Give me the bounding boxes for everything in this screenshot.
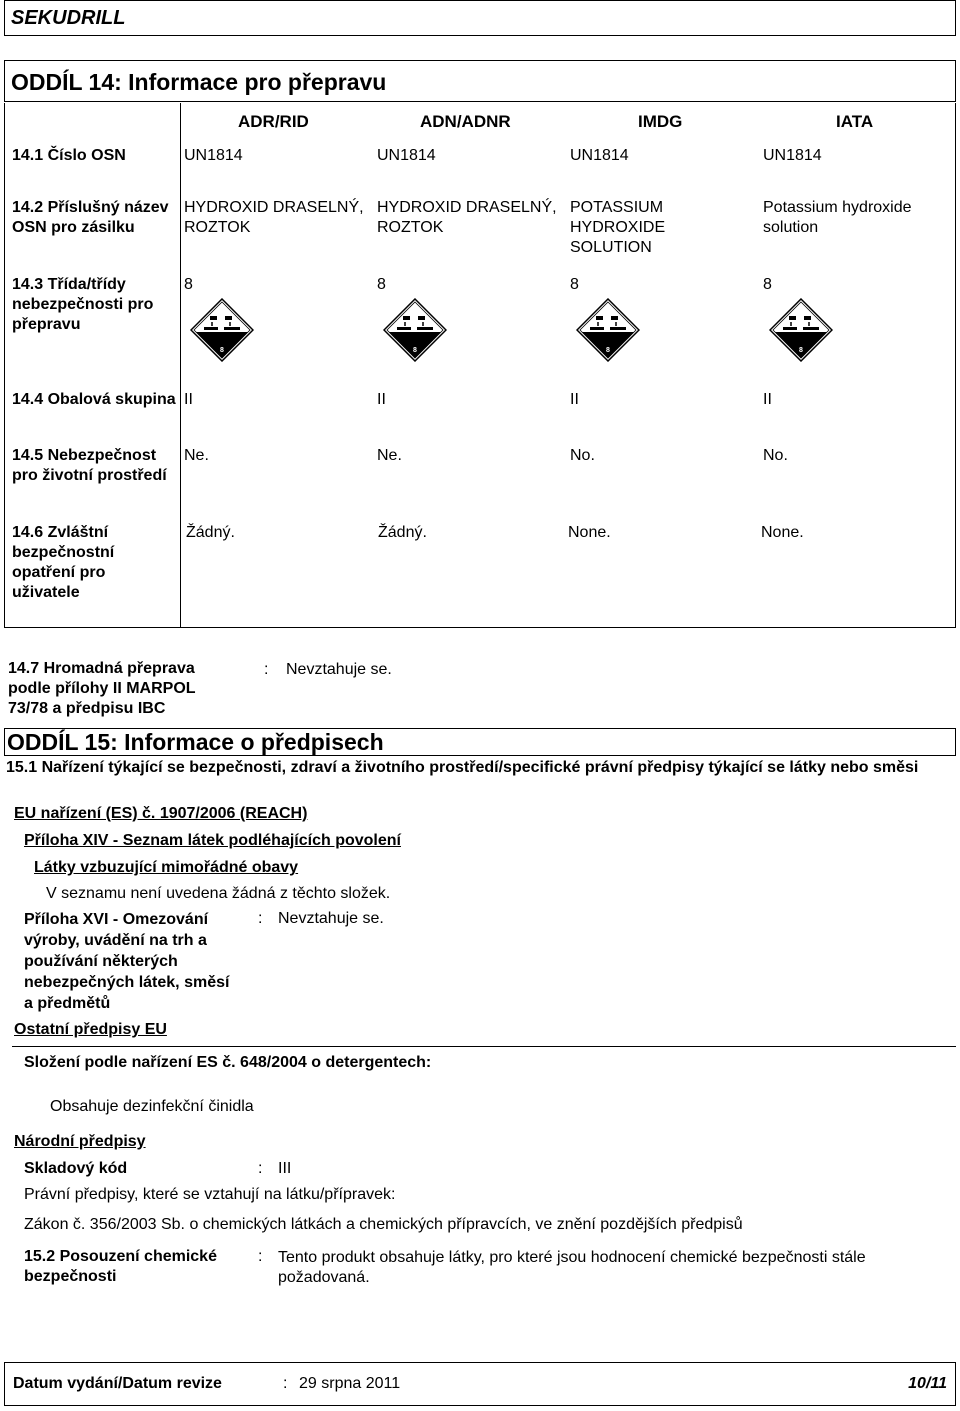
corrosive-hazard-icon (190, 298, 254, 362)
csa-colon: : (258, 1248, 263, 1265)
detergent-value: Obsahuje dezinfekční činidla (50, 1098, 254, 1115)
footer-label: Datum vydání/Datum revize (13, 1375, 222, 1392)
legal-intro: Právní předpisy, které se vztahují na látku/přípravek: (24, 1186, 396, 1203)
footer-page-number: 10/11 (908, 1375, 947, 1392)
detergent-label: Složení podle nařízení ES č. 648/2004 o detergentech: (24, 1054, 432, 1071)
hazard-class-adr: 8 (184, 276, 193, 293)
shipping-name-iata: Potassium hydroxide solution (763, 199, 912, 236)
shipping-name-adr: HYDROXID DRASELNÝ, ROZTOK (184, 199, 364, 236)
column-header-iata: IATA (836, 112, 874, 131)
packing-group-adn: II (377, 391, 386, 408)
packing-group-adr: II (184, 391, 193, 408)
table-divider-horizontal (4, 627, 956, 628)
section-15-title (4, 728, 956, 756)
product-name: SEKUDRILL (11, 7, 126, 29)
special-precautions-iata: None. (761, 524, 804, 541)
row-label-packing-group: 14.4 Obalová skupina (12, 391, 176, 408)
annex-xiv-heading: Příloha XIV - Seznam látek podléhajících povolení (24, 832, 401, 849)
annex-xvii-label: Příloha XVI - Omezování výroby, uvádění na trh a používání některých nebezpečných látek, směsí a předmětů (24, 911, 230, 1012)
national-heading: Národní předpisy (14, 1133, 146, 1150)
eu-reach-heading: EU nařízení (ES) č. 1907/2006 (REACH) (14, 805, 308, 822)
column-header-imdg: IMDG (638, 112, 683, 131)
un-number-adn: UN1814 (377, 147, 436, 164)
packing-group-iata: II (763, 391, 772, 408)
row-label-hazard-class: 14.3 Třída/třídy nebezpečnosti pro přepravu (12, 276, 154, 333)
annex-xvii-colon: : (258, 910, 263, 927)
env-hazard-iata: No. (763, 447, 788, 464)
placard-number: 8 (220, 347, 224, 354)
section-15-title-text: ODDÍL 15: Informace o předpisech (7, 729, 384, 755)
table-border-left (4, 103, 5, 628)
special-precautions-imdg: None. (568, 524, 611, 541)
corrosive-hazard-icon (769, 298, 833, 362)
hazard-class-iata: 8 (763, 276, 772, 293)
corrosive-hazard-icon (383, 298, 447, 362)
storage-code-colon: : (258, 1160, 263, 1177)
special-precautions-adn: Žádný. (378, 524, 427, 541)
packing-group-imdg: II (570, 391, 579, 408)
placard-number: 8 (606, 347, 610, 354)
column-header-adn: ADN/ADNR (420, 112, 511, 131)
shipping-name-adn: HYDROXID DRASELNÝ, ROZTOK (377, 199, 557, 236)
csa-value: Tento produkt obsahuje látky, pro které jsou hodnocení chemické bezpečnosti stále požadovaná. (278, 1249, 866, 1286)
svhc-text: V seznamu není uvedena žádná z těchto složek. (46, 885, 391, 902)
annex-xvii-value: Nevztahuje se. (278, 910, 384, 927)
column-header-adr: ADR/RID (238, 112, 309, 131)
regulations-15-1-heading: 15.1 Nařízení týkající se bezpečnosti, zdraví a životního prostředí/specifické právní předpisy týkající se látky nebo směsi (6, 759, 919, 776)
shipping-name-imdg: POTASSIUM HYDROXIDE SOLUTION (570, 199, 666, 256)
csa-label: 15.2 Posouzení chemické bezpečnosti (24, 1248, 217, 1285)
storage-code-value: III (278, 1160, 292, 1177)
svhc-heading: Látky vzbuzující mimořádné obavy (34, 859, 299, 876)
law-reference: Zákon č. 356/2003 Sb. o chemických látkách a chemických přípravcích, ve znění pozdějších předpisů (24, 1216, 743, 1233)
env-hazard-adn: Ne. (377, 447, 402, 464)
product-header (4, 0, 956, 36)
hazard-class-imdg: 8 (570, 276, 579, 293)
row-label-special-precautions: 14.6 Zvláštní bezpečnostní opatření pro uživatele (12, 524, 115, 601)
storage-code-label: Skladový kód (24, 1160, 128, 1177)
bulk-transport-value: Nevztahuje se. (286, 661, 392, 678)
detergent-divider (12, 1046, 956, 1047)
footer-colon: : (283, 1375, 288, 1392)
bulk-transport-label: 14.7 Hromadná přeprava podle přílohy II MARPOL 73/78 a předpisu IBC (8, 660, 196, 717)
footer-date: 29 srpna 2011 (299, 1375, 401, 1392)
special-precautions-adr: Žádný. (186, 524, 235, 541)
table-divider-vertical (180, 103, 181, 628)
footer (4, 1362, 956, 1406)
placard-number: 8 (413, 347, 417, 354)
bulk-transport-colon: : (264, 661, 269, 678)
un-number-adr: UN1814 (184, 147, 243, 164)
env-hazard-imdg: No. (570, 447, 595, 464)
section-14-title-text: ODDÍL 14: Informace pro přepravu (11, 69, 387, 95)
un-number-iata: UN1814 (763, 147, 822, 164)
table-border-right (955, 103, 956, 628)
corrosive-hazard-icon (576, 298, 640, 362)
other-eu-heading: Ostatní předpisy EU (14, 1021, 167, 1038)
row-label-env-hazard: 14.5 Nebezpečnost pro životní prostředí (12, 447, 167, 484)
placard-number: 8 (799, 347, 803, 354)
un-number-imdg: UN1814 (570, 147, 629, 164)
hazard-class-adn: 8 (377, 276, 386, 293)
section-14-title (4, 60, 956, 102)
env-hazard-adr: Ne. (184, 447, 209, 464)
row-label-shipping-name: 14.2 Příslušný název OSN pro zásilku (12, 199, 169, 236)
row-label-un-number: 14.1 Číslo OSN (12, 147, 126, 164)
